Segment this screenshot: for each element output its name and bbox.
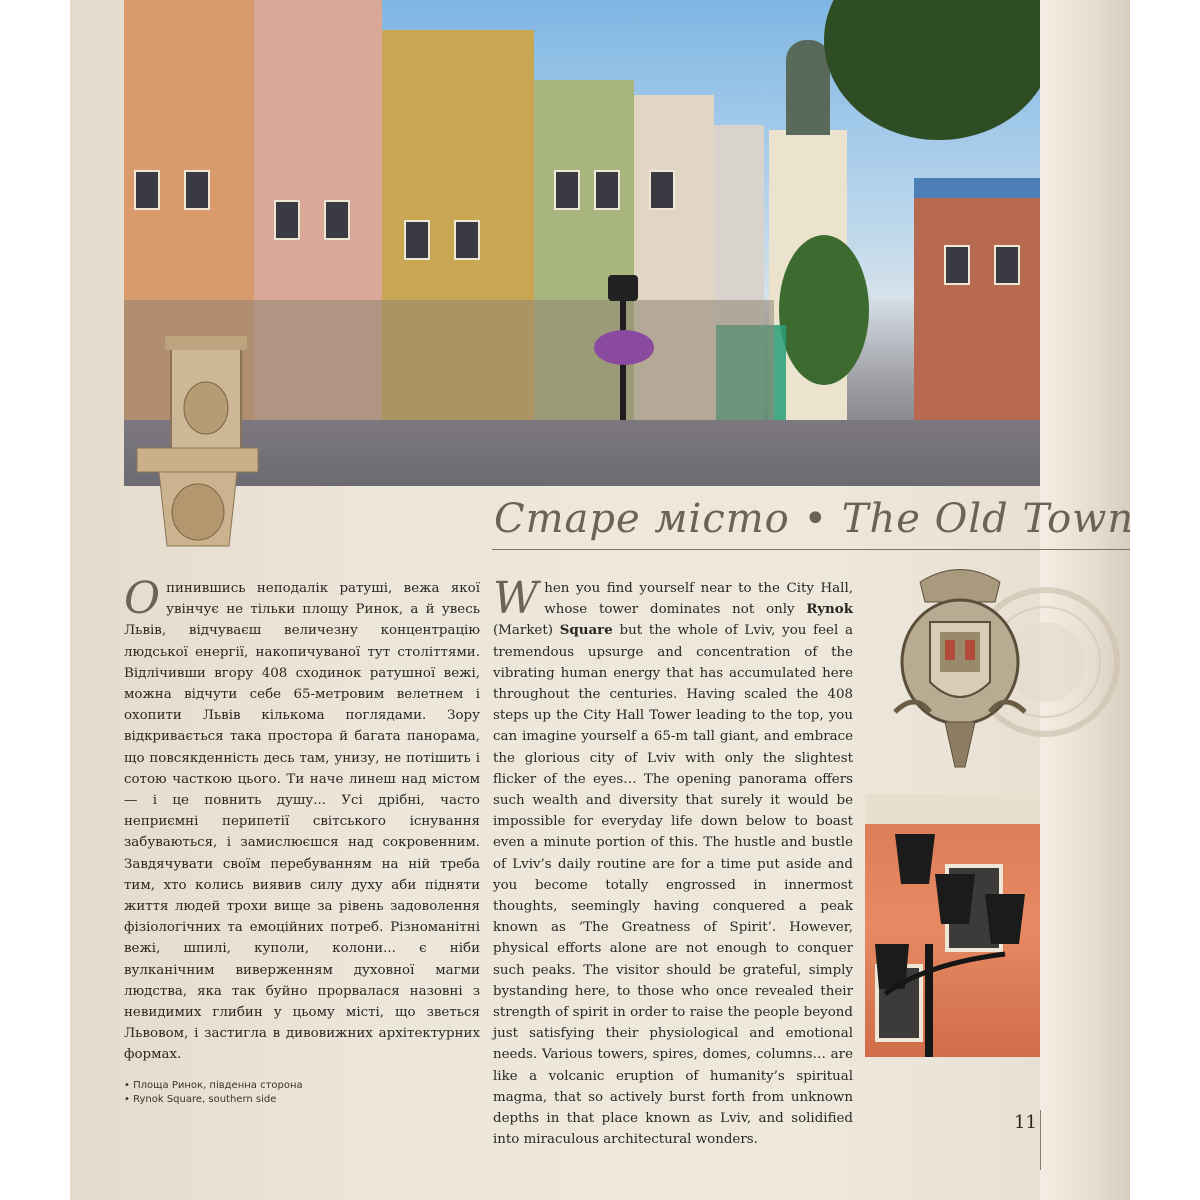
window bbox=[184, 170, 210, 210]
tree bbox=[779, 235, 869, 385]
window bbox=[594, 170, 620, 210]
page-number: 11 bbox=[1014, 1112, 1037, 1133]
lamp-head bbox=[608, 275, 638, 301]
tower-spire bbox=[786, 40, 830, 135]
window bbox=[324, 200, 350, 240]
building-red bbox=[914, 195, 1040, 430]
title-underline bbox=[492, 549, 1130, 550]
window bbox=[134, 170, 160, 210]
english-bold-square: Square bbox=[559, 622, 613, 639]
window bbox=[944, 245, 970, 285]
english-text-part-1: hen you find yourself near to the City Hall, whose tower dominates not only bbox=[544, 581, 853, 618]
blue-roof bbox=[914, 178, 1040, 198]
drop-cap-en: W bbox=[493, 573, 539, 624]
window bbox=[404, 220, 430, 260]
english-bold-rynok: Rynok bbox=[806, 601, 853, 618]
window bbox=[649, 170, 675, 210]
english-text-column bbox=[493, 573, 853, 1150]
lamp-silhouette bbox=[865, 794, 1040, 1057]
english-text-part-2: (Market) bbox=[493, 623, 560, 639]
drop-cap-ua: О bbox=[124, 573, 161, 624]
window bbox=[454, 220, 480, 260]
photo-caption bbox=[124, 1079, 303, 1107]
page-title: Старе місто • The Old Town bbox=[494, 496, 1135, 542]
window bbox=[274, 200, 300, 240]
window bbox=[994, 245, 1020, 285]
caption-ukrainian: • Площа Ринок, південна сторона bbox=[124, 1080, 303, 1091]
street-lamp-photo bbox=[865, 794, 1040, 1057]
caption-english: • Rynok Square, southern side bbox=[124, 1094, 277, 1105]
stone-capital-ornament bbox=[135, 336, 260, 556]
flower-basket bbox=[594, 330, 654, 365]
english-text-part-3: but the whole of Lviv, you feel a tremendous upsurge and concentration of the vibrating human energy that has accumulated here throughout the centuries. Having scaled the 408 steps up the City Hall Tower leading to the top, you can imagine yourself a 65-m tall giant, and embrace the glorious city of Lviv with only the slightest flicker of the eyes… The opening panorama offers such wealth and diversity that surely it would be impossible for everyday life down below to boast even a minute portion of this. The hustle and bustle of Lviv’s daily routine are for a time put aside and you become totally engrossed in innermost thoughts, seemingly having conquered a peak known as ‘The Greatness of Spirit’. However, physical efforts alone are not enough to conquer such peaks. The visitor should be grateful, simply bystanding here, to those who once revealed their strength of spirit in order to raise the people beyond just satisfying their physiological and emotional needs. Various towers, spires, domes, columns… are like a volcanic eruption of humanity’s spiritual magma, that so actively burst forth from unknown depths in that place known as Lviv, and solidified into miraculous architectural wonders. bbox=[493, 623, 853, 1148]
rynok-square-photo bbox=[124, 0, 1040, 486]
ukrainian-paragraph: пинившись неподалік ратуші, вежа якої увінчує не тільки площу Ринок, а й увесь Львів, відчуваєш величезну концентрацію людської енергії, накопичуваної тут століттями. Відлічивши вгору 408 сходинок ратушної вежі, можна відчути себе 65-метровим велетнем і охопити Львів кількома поглядами. Зору відкривається така простора й багата панорама, що повсякденність десь там, унизу, не потішить і сотою часткою цього. Ти наче линеш над містом — і це повнить душу... Усі дрібні, часто неприємні перипетії світського існування забуваються, і замислюєшся над сокровенним. Завдячувати своїм перебуванням на ній треба тим, хто колись виявив силу духу аби підняти життя людей трохи вище за рівень задоволення фізіологічних та емоційних потреб. Різноманітні вежі, шпилі, куполи, колони... є ніби вулканічним виверженням духовної магми людства, яка так буйно прорвалася назовні з невидимих глибин у цьому місті, що зветься Львовом, і застигла в дивовижних архітектурних формах. bbox=[124, 581, 480, 1063]
ukrainian-text-column bbox=[124, 573, 480, 1066]
page-number-rule bbox=[1040, 1110, 1041, 1170]
cobblestone-pavement bbox=[124, 420, 1040, 486]
lviv-coat-of-arms bbox=[885, 562, 1035, 772]
window bbox=[554, 170, 580, 210]
